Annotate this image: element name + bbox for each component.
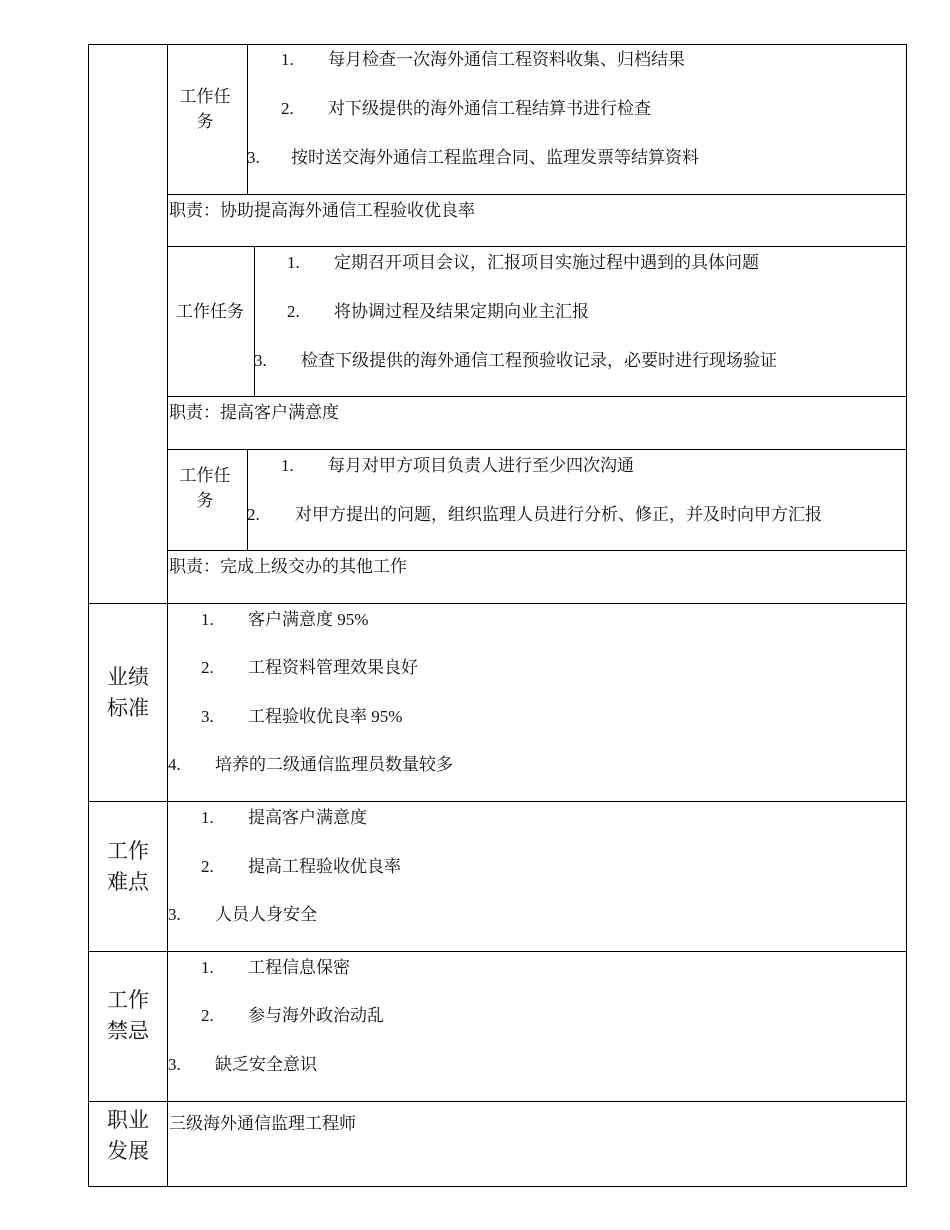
career-text: 三级海外通信监理工程师 — [169, 1114, 356, 1133]
inner-divider — [167, 550, 907, 552]
duty-text: 职责：完成上级交办的其他工作 — [169, 557, 407, 576]
task-number: 2. — [281, 99, 294, 118]
list-number: 1. — [201, 808, 214, 827]
difficulty-label-line1: 工作 — [107, 839, 149, 863]
list-number: 2. — [201, 1006, 214, 1025]
list-number: 3. — [168, 1055, 181, 1074]
duty-text: 职责：协助提高海外通信工程验收优良率 — [169, 201, 475, 220]
list-text: 工程资料管理效果良好 — [248, 658, 418, 677]
list-text: 参与海外政治动乱 — [248, 1006, 384, 1025]
list-number: 3. — [168, 905, 181, 924]
task-text: 对下级提供的海外通信工程结算书进行检查 — [328, 99, 651, 118]
task-text: 每月检查一次海外通信工程资料收集、归档结果 — [328, 50, 685, 69]
taboo-label-line2: 禁忌 — [107, 1019, 149, 1043]
task-text: 定期召开项目会议，汇报项目实施过程中遇到的具体问题 — [334, 253, 759, 272]
list-number: 3. — [201, 707, 214, 726]
inner-divider — [167, 396, 907, 398]
task-label-divider — [247, 449, 249, 551]
duty-text: 职责：提高客户满意度 — [169, 403, 339, 422]
task-number: 2. — [287, 302, 300, 321]
list-text: 提高客户满意度 — [248, 808, 367, 827]
performance-label-line1: 业绩 — [107, 665, 149, 689]
task-label: 工作任务 — [176, 302, 244, 321]
task-number: 1. — [281, 50, 294, 69]
task-label-divider — [254, 246, 256, 397]
performance-label — [88, 662, 168, 724]
list-text: 提高工程验收优良率 — [248, 857, 401, 876]
list-text: 工程验收优良率 95% — [248, 707, 403, 726]
list-number: 4. — [168, 755, 181, 774]
difficulty-label — [88, 836, 168, 898]
list-text: 人员人身安全 — [215, 905, 317, 924]
list-text: 工程信息保密 — [248, 958, 350, 977]
task-text: 将协调过程及结果定期向业主汇报 — [334, 302, 589, 321]
row-divider — [88, 1101, 907, 1103]
row-divider — [88, 951, 907, 953]
task-label-divider — [247, 44, 249, 195]
list-number: 2. — [201, 857, 214, 876]
task-number: 1. — [287, 253, 300, 272]
list-text: 培养的二级通信监理员数量较多 — [215, 755, 453, 774]
list-text: 缺乏安全意识 — [215, 1055, 317, 1074]
inner-divider — [167, 246, 907, 248]
career-label-line2: 发展 — [107, 1139, 149, 1163]
row-divider — [88, 801, 907, 803]
taboo-label-line1: 工作 — [107, 988, 149, 1012]
task-label: 工作任务 — [179, 466, 231, 510]
performance-label-line2: 标准 — [107, 696, 149, 720]
task-number: 3. — [254, 351, 267, 370]
taboo-label — [88, 985, 168, 1047]
list-number: 1. — [201, 958, 214, 977]
task-number: 1. — [281, 456, 294, 475]
list-text: 客户满意度 95% — [248, 610, 369, 629]
row-divider — [88, 603, 907, 605]
task-text: 对甲方提出的问题，组织监理人员进行分析、修正，并及时向甲方汇报 — [295, 505, 822, 524]
task-text: 每月对甲方项目负责人进行至少四次沟通 — [328, 456, 634, 475]
inner-divider — [167, 449, 907, 451]
list-number: 2. — [201, 658, 214, 677]
difficulty-label-line2: 难点 — [107, 870, 149, 894]
task-number: 3. — [247, 148, 260, 167]
career-label-line1: 职业 — [107, 1108, 149, 1132]
task-text: 检查下级提供的海外通信工程预验收记录，必要时进行现场验证 — [301, 351, 777, 370]
inner-divider — [167, 194, 907, 196]
task-label: 工作任务 — [179, 87, 231, 131]
task-number: 2. — [247, 505, 260, 524]
task-text: 按时送交海外通信工程监理合同、监理发票等结算资料 — [291, 148, 699, 167]
list-number: 1. — [201, 610, 214, 629]
career-label — [88, 1105, 168, 1167]
